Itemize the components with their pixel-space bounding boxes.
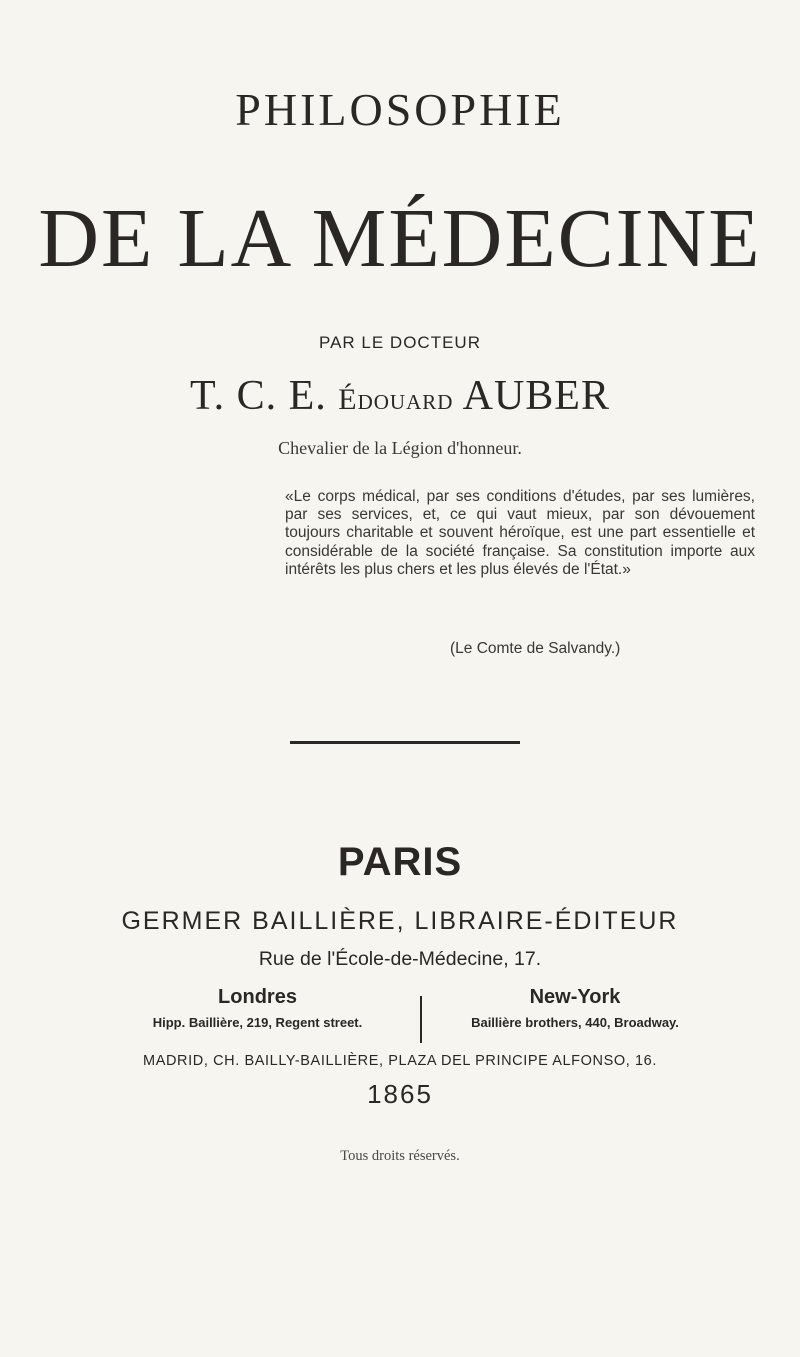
imprint-madrid: MADRID, CH. BAILLY-BAILLIÈRE, PLAZA DEL PRINCIPE ALFONSO, 16. — [143, 1053, 657, 1069]
imprint-year: 1865 — [367, 1079, 433, 1109]
author-initials: T. C. E. — [190, 373, 327, 419]
branch-london-city: Londres — [218, 986, 297, 1008]
by-line: PAR LE DOCTEUR — [319, 333, 481, 352]
imprint-city: PARIS — [337, 840, 463, 884]
title-line-1: PHILOSOPHIE — [235, 84, 565, 135]
epigraph-attribution: (Le Comte de Salvandy.) — [450, 640, 621, 657]
branch-newyork-address: Baillière brothers, 440, Broadway. — [471, 1015, 679, 1030]
branch-london — [100, 986, 415, 1030]
divider-rule — [290, 741, 520, 744]
branch-newyork-city: New-York — [529, 986, 621, 1008]
author-distinction: Chevalier de la Légion d'honneur. — [278, 438, 522, 458]
branch-newyork — [425, 986, 725, 1030]
author-surname: AUBER — [462, 373, 610, 419]
imprint-address: Rue de l'École-de-Médecine, 17. — [258, 948, 542, 970]
imprint-publisher: GERMER BAILLIÈRE, LIBRAIRE-ÉDITEUR — [121, 907, 679, 935]
epigraph-text: «Le corps médical, par ses conditions d'études, par ses lumières, par ses services, et, ce qui vaut mieux, par son dévouement toujours charitable et souvent héroïque, est une part essentielle et considérable de la société française. Sa constitution importe aux intérêts les plus chers et les plus élevés de l'État.» — [285, 488, 755, 578]
rights-notice: Tous droits réservés. — [340, 1148, 460, 1164]
branch-divider — [420, 996, 422, 1043]
title-line-2: DE LA MÉDECINE — [38, 192, 762, 285]
branch-london-address: Hipp. Baillière, 219, Regent street. — [152, 1015, 363, 1030]
author-first-name: Édouard — [338, 383, 454, 416]
author-name — [0, 372, 800, 420]
